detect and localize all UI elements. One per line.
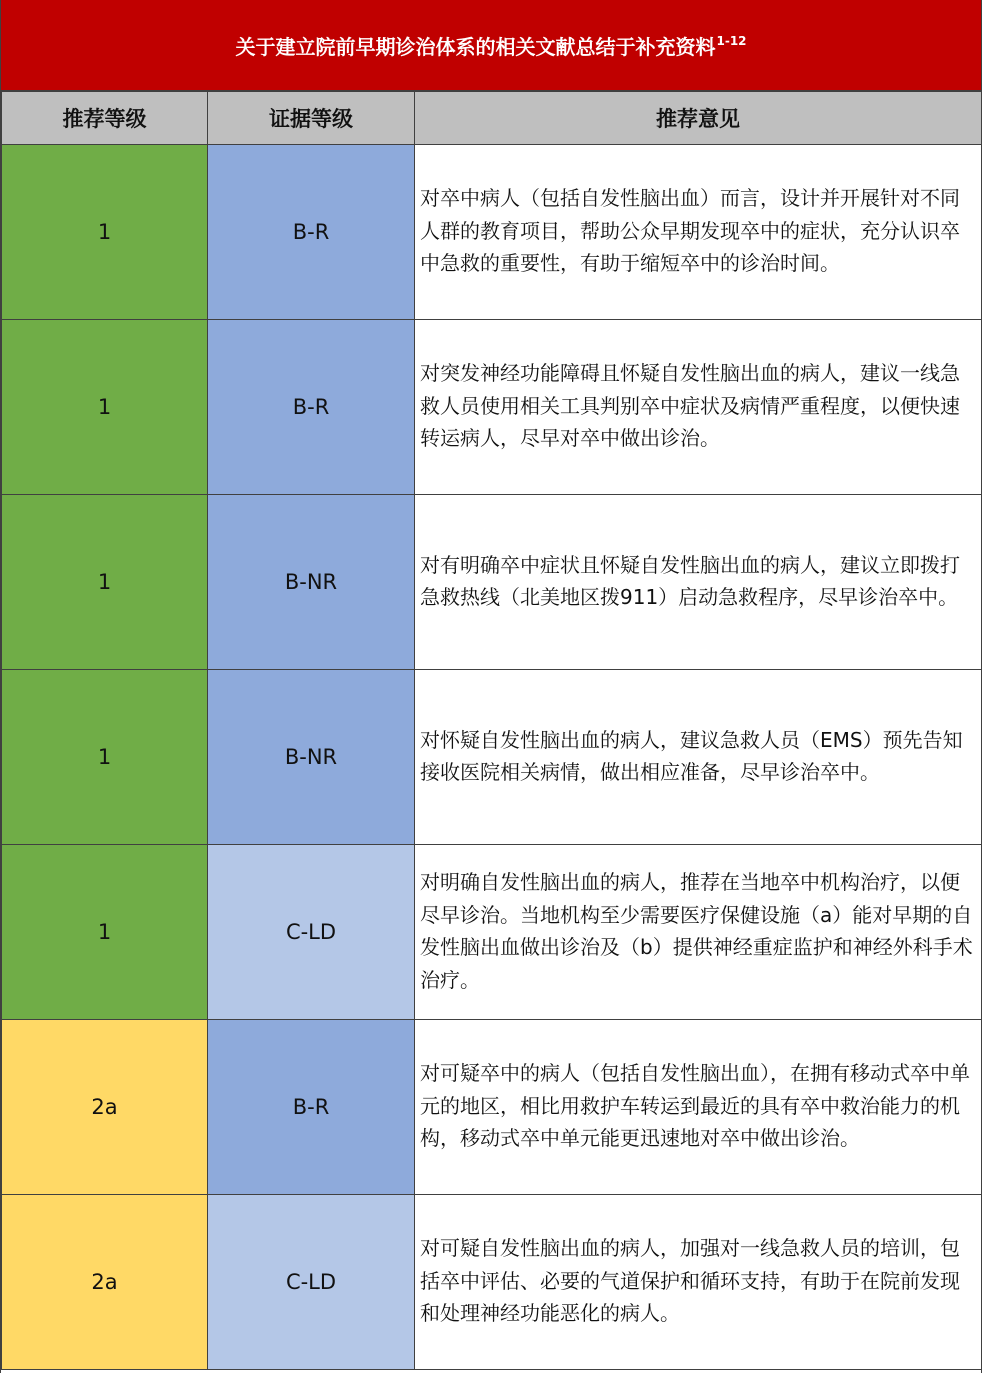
recommendation-text-cell: 对明确自发性脑出血的病人，推荐在当地卒中机构治疗，以便尽早诊治。当地机构至少需要医疗保健设施（a）能对早期的自发性脑出血做出诊治及（b）提供神经重症监护和神经外科手术治疗。 [415,845,982,1020]
table-row [2,320,982,495]
evidence-level-cell: B-NR [208,495,415,670]
table-row [2,670,982,845]
evidence-level-cell: B-R [208,145,415,320]
table-row [2,845,982,1020]
evidence-level-cell: B-R [208,1020,415,1195]
recommendation-class-cell: 1 [2,670,208,845]
table-row [2,145,982,320]
header-recommendation: 推荐意见 [415,92,982,145]
evidence-level-cell: B-NR [208,670,415,845]
recommendation-table [1,91,982,1370]
recommendation-class-cell: 1 [2,320,208,495]
table-title [1,0,981,91]
reference-superscript: 1-12 [716,34,747,48]
evidence-level-cell: C-LD [208,1195,415,1370]
recommendation-text-cell: 对突发神经功能障碍且怀疑自发性脑出血的病人，建议一线急救人员使用相关工具判别卒中症状及病情严重程度，以便快速转运病人，尽早对卒中做出诊治。 [415,320,982,495]
recommendation-class-cell: 1 [2,495,208,670]
evidence-level-cell: C-LD [208,845,415,1020]
header-evidence-level: 证据等级 [208,92,415,145]
table-title-text: 关于建立院前早期诊治体系的相关文献总结于补充资料 [235,34,716,59]
table-row [2,1020,982,1195]
recommendation-text-cell: 对卒中病人（包括自发性脑出血）而言，设计并开展针对不同人群的教育项目，帮助公众早期发现卒中的症状，充分认识卒中急救的重要性，有助于缩短卒中的诊治时间。 [415,145,982,320]
recommendation-text-cell: 对怀疑自发性脑出血的病人，建议急救人员（EMS）预先告知接收医院相关病情，做出相应准备，尽早诊治卒中。 [415,670,982,845]
recommendation-text-cell: 对可疑卒中的病人（包括自发性脑出血），在拥有移动式卒中单元的地区，相比用救护车转运到最近的具有卒中救治能力的机构，移动式卒中单元能更迅速地对卒中做出诊治。 [415,1020,982,1195]
table-row [2,1195,982,1370]
evidence-level-cell: B-R [208,320,415,495]
recommendation-class-cell: 2a [2,1020,208,1195]
table-header-row [2,92,982,145]
header-recommendation-class: 推荐等级 [2,92,208,145]
recommendation-class-cell: 2a [2,1195,208,1370]
recommendation-class-cell: 1 [2,845,208,1020]
recommendation-text-cell: 对有明确卒中症状且怀疑自发性脑出血的病人，建议立即拨打急救热线（北美地区拨911）启动急救程序，尽早诊治卒中。 [415,495,982,670]
recommendation-class-cell: 1 [2,145,208,320]
table-row [2,495,982,670]
recommendation-text-cell: 对可疑自发性脑出血的病人，加强对一线急救人员的培训，包括卒中评估、必要的气道保护和循环支持，有助于在院前发现和处理神经功能恶化的病人。 [415,1195,982,1370]
